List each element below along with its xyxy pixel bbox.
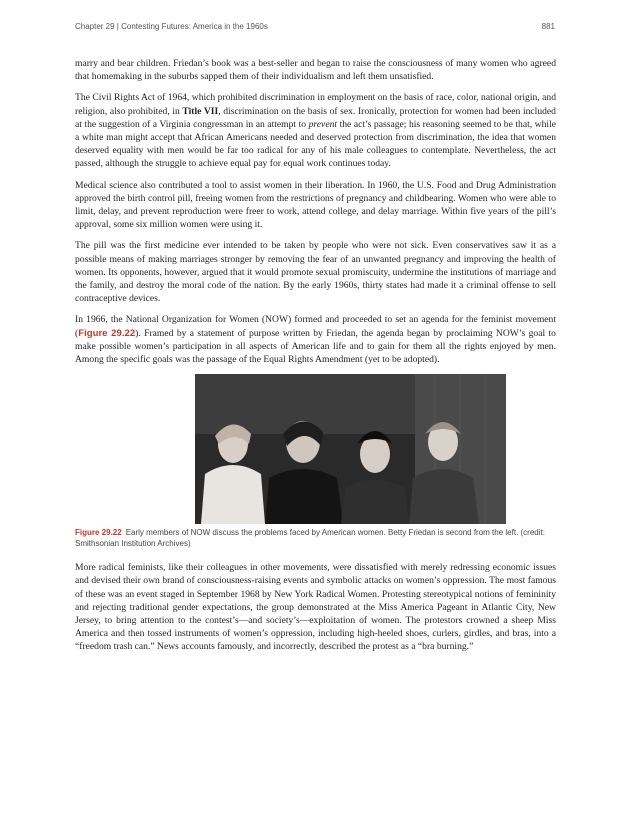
paragraph [75, 313, 556, 366]
paragraph-text: In 1966, the National Organization for Women (NOW) formed and proceeded to set an agenda for the feminist movement ( [75, 314, 556, 339]
paragraph-text: The Civil Rights Act of 1964, which prohibited discrimination in employment on the basis of race, color, national origin, and religion, also prohibited, in [75, 92, 556, 117]
paragraph-text: the act’s passage; his reasoning seemed to be that, while a white man might accept that African Americans needed and deserved protection from discrimination, the idea that women deserved equality with men would be far too radical for any of his male colleagues to contemplate. Nevertheless, the act passed, although the struggle to achieve equal pay for equal work continues today. [75, 118, 556, 170]
figure-caption [75, 528, 556, 549]
paragraph-text: The pill was the first medicine ever intended to be taken by people who were not sick. Even conservatives saw it as a possible means of making marriages stronger by removing the fear of an unwanted pregnancy and improving the health of women. Its opponents, however, argued that it would promote sexual promiscuity, undermine the institutions of marriage and the family, and destroy the moral code of the nation. By the early 1960s, thirty states had made it a criminal offense to sell contraceptive devices. [75, 240, 556, 305]
paragraph [75, 57, 556, 83]
figure-link[interactable]: Figure 29.22 [78, 327, 136, 339]
paragraph-text: Medical science also contributed a tool to assist women in their liberation. In 1960, the U.S. Food and Drug Administration approved the birth control pill, freeing women from the restrictions of pregnancy and childbearing. Women who were able to limit, delay, and prevent reproduction were freer to work, attend college, and delay marriage. Within five years of the pill’s approval, some six million women were using it. [75, 179, 556, 231]
emphasis-prevent: prevent [308, 118, 338, 130]
page-number: 881 [541, 22, 555, 31]
figure-photo [195, 374, 506, 524]
photo-illustration [195, 374, 506, 524]
figure-caption-text: Early members of NOW discuss the problems faced by American women. Betty Friedan is second from the left. (credit: Smithsonian Institution Archives) [75, 528, 545, 548]
title-vii-term: Title VII [182, 105, 219, 117]
paragraph [75, 91, 556, 170]
chapter-title: Chapter 29 | Contesting Futures: America in the 1960s [75, 22, 268, 31]
paragraph-text: marry and bear children. Friedan’s book was a best-seller and began to raise the consciousness of many women who agreed that homemaking in the suburbs sapped them of their individualism and left them unsatisfied. [75, 58, 556, 83]
figure-number: Figure 29.22 [75, 528, 122, 538]
paragraph [75, 239, 556, 305]
paragraph-text: More radical feminists, like their colleagues in other movements, were dissatisfied with merely redressing economic issues and devised their own brand of consciousness-raising events and symbolic attacks on women’s oppression. The most famous of these was an event staged in September 1968 by New York Radical Women. Protesting stereotypical notions of femininity and rejecting traditional gender expectations, the group demonstrated at the Miss America Pageant in Atlantic City, New Jersey, to bring attention to the contest’s—and society’s—exploitation of women. The protestors crowned a sheep Miss America and then tossed instruments of women’s oppression, including high-heeled shoes, curlers, girdles, and bras, into a “freedom trash can.” News accounts famously, and incorrectly, described the protest as a “bra burning.” [75, 562, 556, 653]
paragraph [75, 179, 556, 232]
paragraph [75, 561, 556, 653]
paragraph-text: ). Framed by a statement of purpose written by Friedan, the agenda began by proclaiming NOW’s goal to make possible women’s participation in all aspects of American life and to gain for them all the rights enjoyed by men. Among the specific goals was the passage of the Equal Rights Amendment (yet to be adopted). [75, 327, 556, 366]
page-body [75, 57, 556, 662]
paragraph-text: , discrimination on the basis of sex. Ironically, protection for women had been included at the suggestion of a Virginia congressman in an attempt to [75, 105, 556, 130]
page-header [75, 22, 555, 31]
